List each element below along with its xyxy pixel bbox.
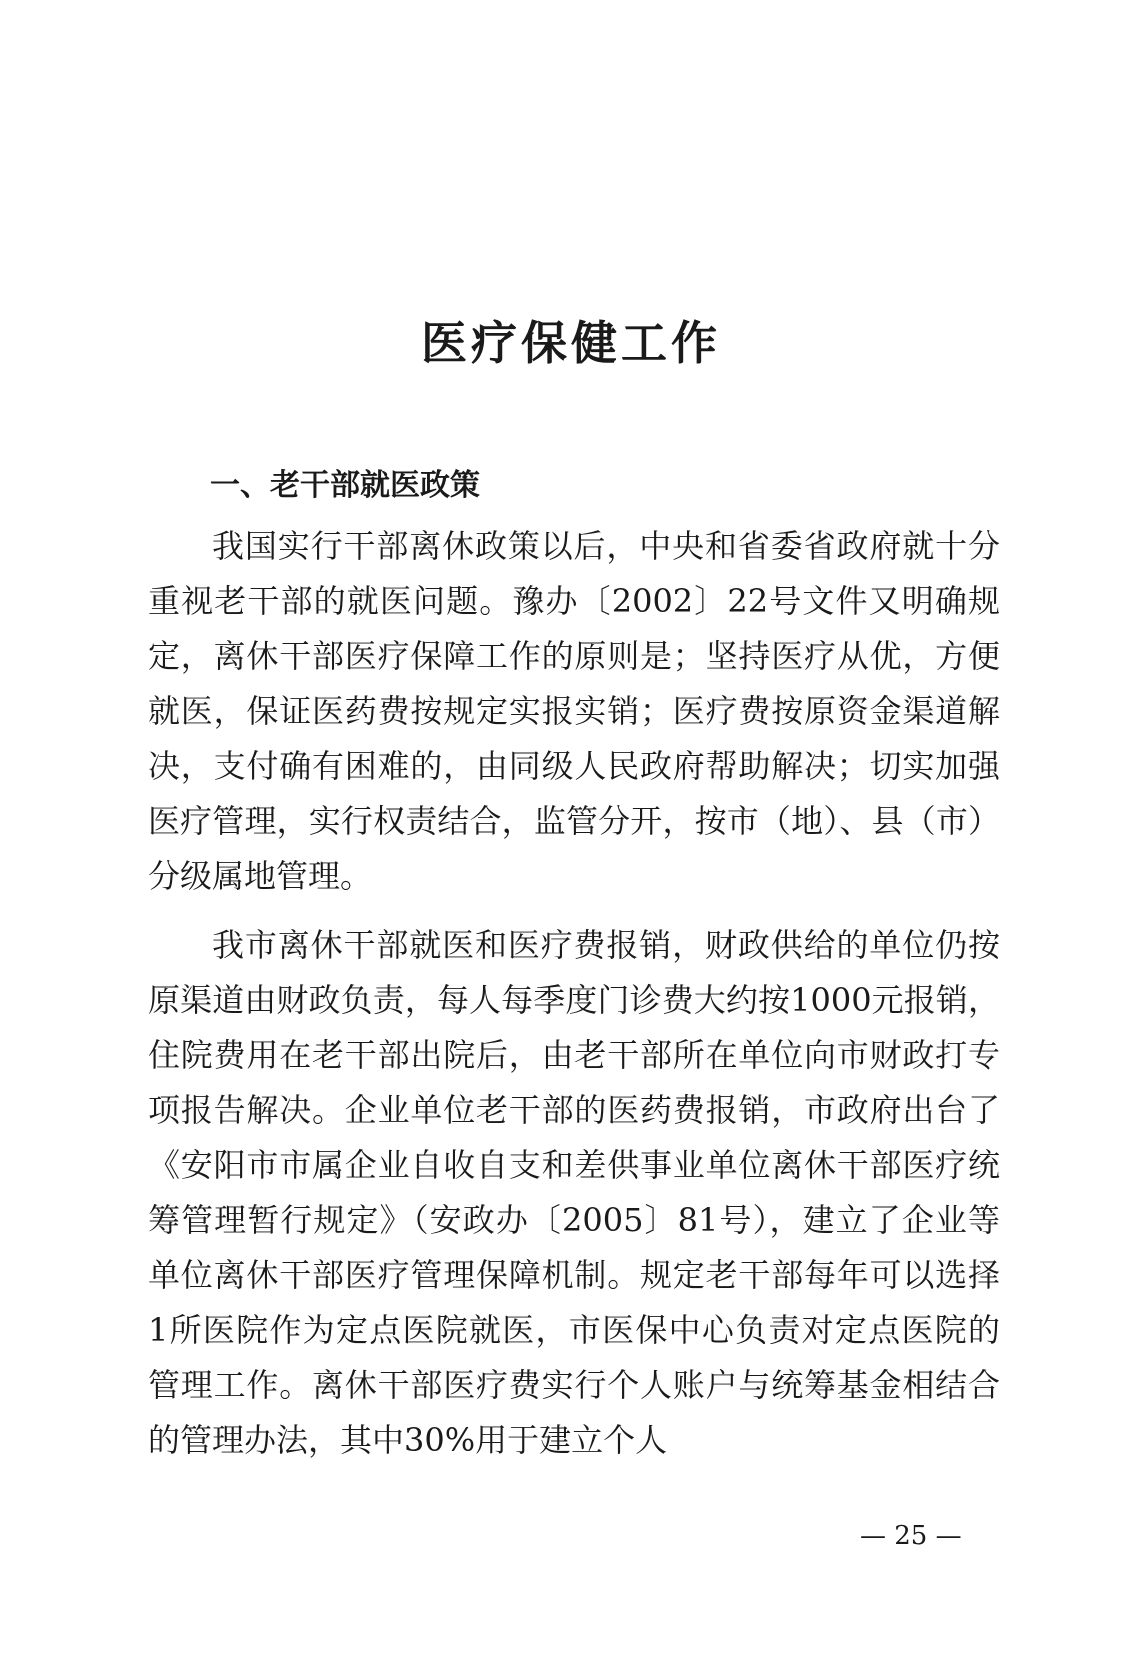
body-paragraph: 我市离休干部就医和医疗费报销，财政供给的单位仍按原渠道由财政负责，每人每季度门诊费大约按1000元报销，住院费用在老干部出院后，由老干部所在单位向市财政打专项报告解决。企业单位老干部的医药费报销，市政府出台了《安阳市市属企业自收自支和差供事业单位离休干部医疗统筹管理暂行规定》（安政办〔2005〕81号），建立了企业等单位离休干部医疗管理保障机制。规定老干部每年可以选择1所医院作为定点医院就医，市医保中心负责对定点医院的管理工作。离休干部医疗费实行个人账户与统筹基金相结合的管理办法，其中30%用于建立个人 [148,926,1000,1459]
page-number: — 25 — [860,1521,962,1551]
body-paragraph: 我国实行干部离休政策以后，中央和省委省政府就十分重视老干部的就医问题。豫办〔2002〕22号文件又明确规定，离休干部医疗保障工作的原则是；坚持医疗从优，方便就医，保证医药费按规定实报实销；医疗费按原资金渠道解决，支付确有困难的，由同级人民政府帮助解决；切实加强医疗管理，实行权责结合，监管分开，按市（地）、县（市）分级属地管理。 [148,527,1000,895]
page-title: 医疗保健工作 [421,316,721,370]
section-heading: 一、老干部就医政策 [210,468,480,503]
